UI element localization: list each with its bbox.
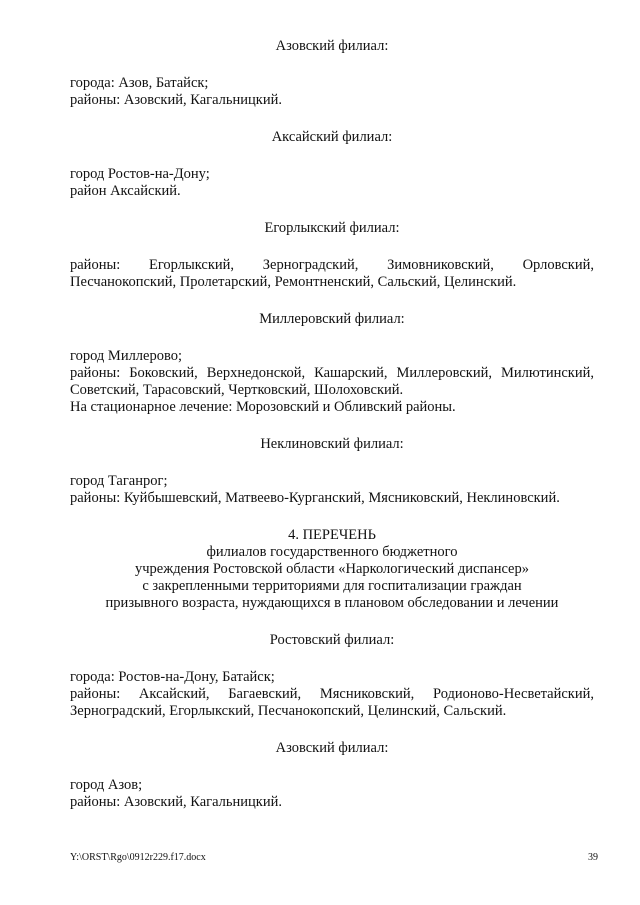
list-title-line: филиалов государственного бюджетного [206,544,458,560]
section-heading: Азовский филиал: [275,38,389,54]
section-azov-2 [70,740,594,811]
list-title-line: с закрепленными территориями для госпитализации граждан [142,578,522,594]
section-millerovo [70,311,594,416]
section-body [70,166,594,200]
section-heading: Неклиновский филиал: [260,436,404,452]
section-heading: Азовский филиал: [275,740,389,756]
section-body [70,257,594,291]
text-line: районы: Азовский, Кагальницкий. [70,92,282,108]
section-egorlyk [70,220,594,291]
text-line: город Таганрог; [70,473,168,489]
section-body [70,348,594,416]
footer-file-path: Y:\ORST\Rgo\0912r229.f17.docx [70,852,206,863]
text-line: районы: Азовский, Кагальницкий. [70,794,282,810]
text-line: город Азов; [70,777,143,793]
text-line: районы: Куйбышевский, Матвеево-Курганский, Мясниковский, Неклиновский. [70,490,560,506]
text-line: район Аксайский. [70,183,181,199]
list-title-line: 4. ПЕРЕЧЕНЬ [288,527,376,543]
list-title-line: призывного возраста, нуждающихся в плановом обследовании и лечении [105,595,559,611]
section-heading: Егорлыкский филиал: [264,220,400,236]
text-line: города: Ростов-на-Дону, Батайск; [70,669,275,685]
document-page [70,38,594,831]
section-heading: Миллеровский филиал: [259,311,405,327]
section-body [70,777,594,811]
section-heading: Аксайский филиал: [271,129,393,145]
section-heading: Ростовский филиал: [269,632,395,648]
list-title-block [70,527,594,612]
section-azov-1 [70,38,594,109]
text-paragraph: районы: Егорлыкский, Зерноградский, Зимовниковский, Орловский, Песчанокопский, Пролетарский, Ремонтненский, Сальский, Целинский. [70,257,594,290]
text-line: город Миллерово; [70,348,183,364]
text-line: город Ростов-на-Дону; [70,166,210,182]
text-paragraph: районы: Аксайский, Багаевский, Мясниковский, Родионово-Несветайский, Зерноградский, Егорлыкский, Песчанокопский, Целинский, Сальский. [70,686,594,719]
text-paragraph: районы: Боковский, Верхнедонской, Кашарский, Миллеровский, Милютинский, Советский, Тарасовский, Чертковский, Шолоховский. [70,365,594,398]
section-body [70,75,594,109]
text-line: города: Азов, Батайск; [70,75,209,91]
page-number: 39 [588,852,598,863]
section-aksai [70,129,594,200]
section-body [70,669,594,720]
section-body [70,473,594,507]
list-title-line: учреждения Ростовской области «Наркологический диспансер» [134,561,529,577]
text-line: На стационарное лечение: Морозовский и Обливский районы. [70,399,456,415]
section-neklinovka [70,436,594,507]
section-rostov [70,632,594,720]
